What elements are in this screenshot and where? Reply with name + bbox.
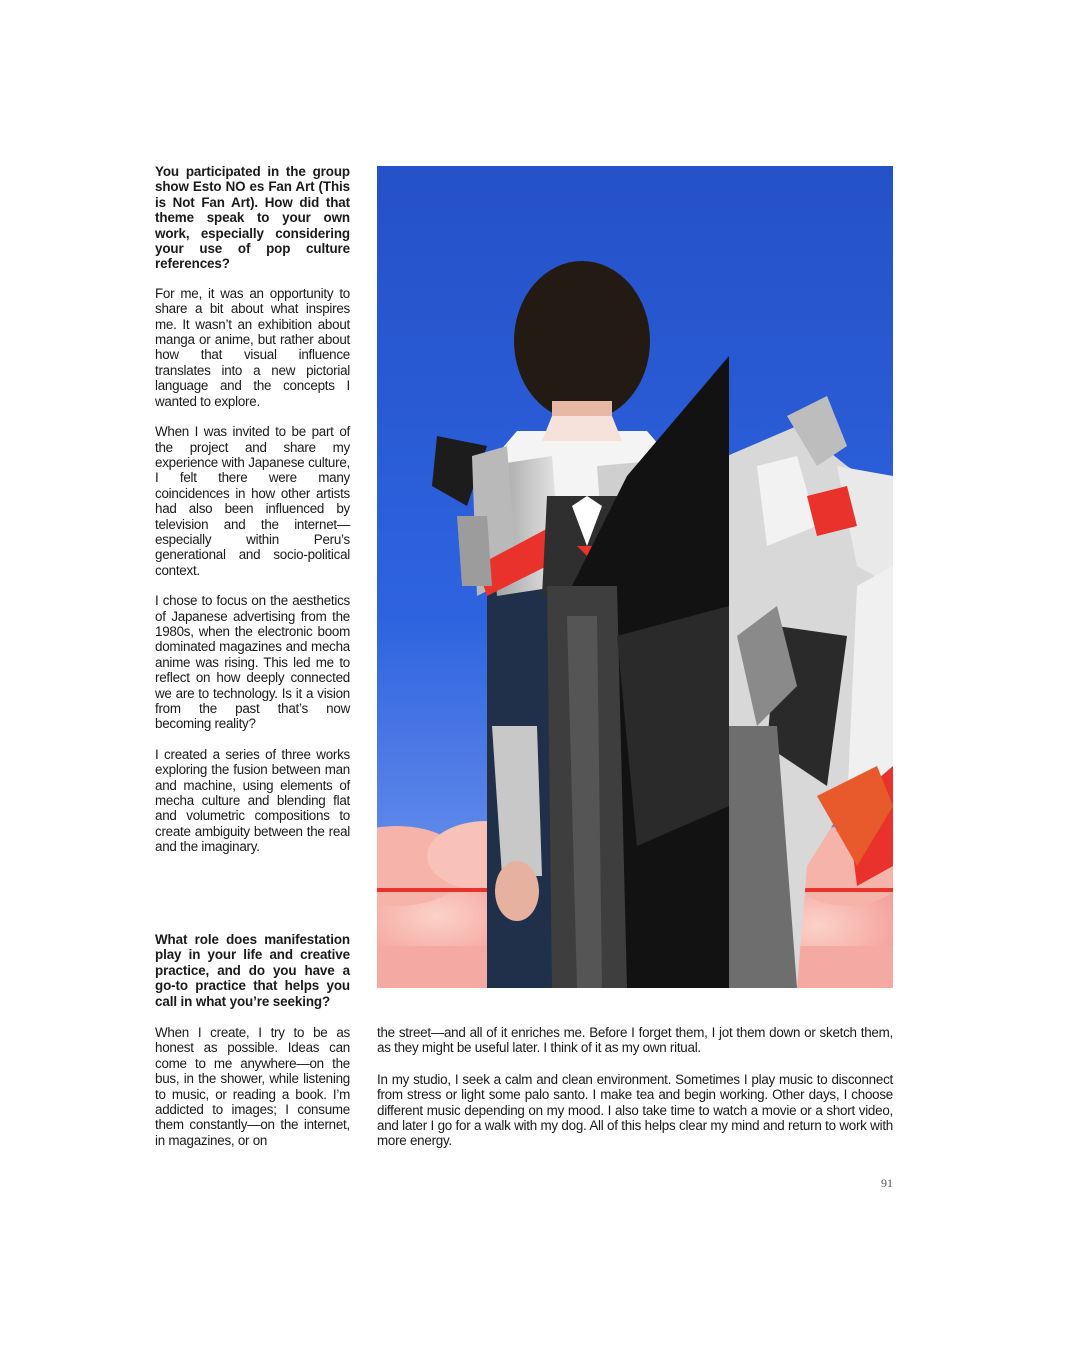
- answer-paragraph-3: I chose to focus on the aesthetics of Japanese advertising from the 1980s, when the electronic boom dominated magazines and mecha anime was rising. This led me to reflect on how deeply connected we are to technology. Is it a vision from the past that’s now becoming reality?: [155, 593, 350, 732]
- interview-question-2: What role does manifestation play in your life and creative practice, and do you have a go-to practice that helps you call in what you’re seeking?: [155, 932, 350, 1009]
- page-number: 91: [881, 1176, 893, 1190]
- answer-paragraph-1: For me, it was an opportunity to share a bit about what inspires me. It wasn’t an exhibition about manga or anime, but rather about how that visual influence translates into a new pictorial language and the concepts I wanted to explore.: [155, 285, 350, 409]
- interview-question-1: You participated in the group show Esto NO es Fan Art (This is Not Fan Art). How did that theme speak to your own work, especially considering your use of pop culture references?: [155, 164, 350, 272]
- right-column-bottom: [377, 1025, 893, 1165]
- left-column-top: [155, 164, 350, 870]
- answer2-right-paragraph-2: In my studio, I seek a calm and clean environment. Sometimes I play music to disconnect from stress or light some palo santo. I make tea and begin working. Other days, I choose different music depending on my mood. I also take time to watch a movie or a short video, and later I go for a walk with my dog. All of this helps clear my mind and return to work with more energy.: [377, 1071, 893, 1149]
- answer-paragraph-2: When I was invited to be part of the project and share my experience with Japanese culture, I felt there were many coincidences in how other artists had also been influenced by television and the internet—especially within Peru’s generational and socio-political context.: [155, 424, 350, 578]
- answer2-left-paragraph: When I create, I try to be as honest as possible. Ideas can come to me anywhere—on the bus, in the shower, while listening to music, or reading a book. I’m addicted to images; I consume them constantly—on the internet, in magazines, or on: [155, 1025, 350, 1148]
- artwork-painting: [377, 166, 893, 988]
- answer2-right-paragraph-1: the street—and all of it enriches me. Before I forget them, I jot them down or sketch them, as they might be useful later. I think of it as my own ritual.: [377, 1025, 893, 1056]
- answer-paragraph-4: I created a series of three works exploring the fusion between man and machine, using elements of mecha culture and blending flat and volumetric compositions to create ambiguity between the real and the imaginary.: [155, 746, 350, 855]
